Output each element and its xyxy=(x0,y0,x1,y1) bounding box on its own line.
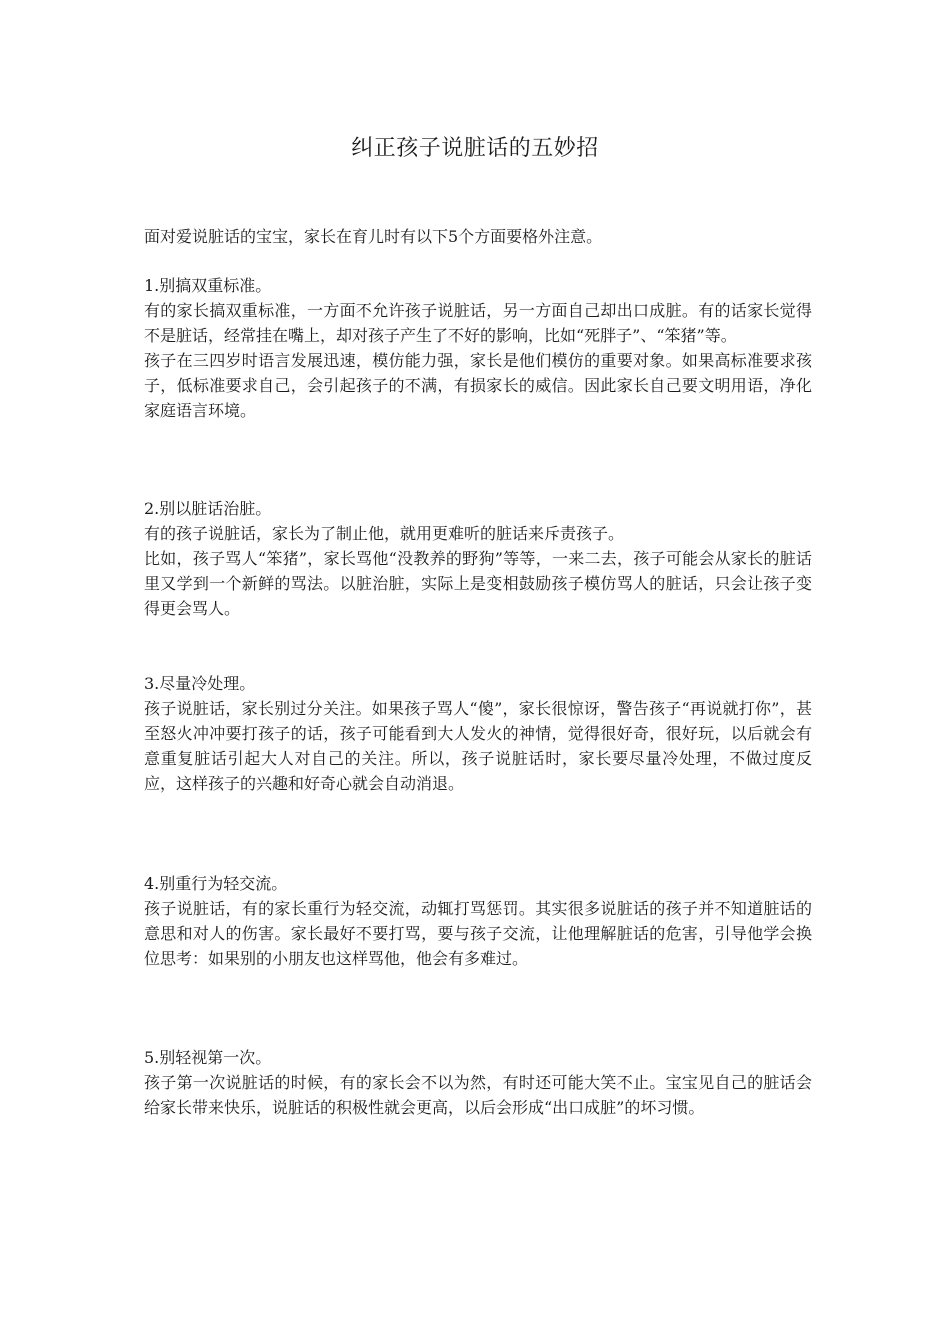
section-2-paragraph-2: 比如，孩子骂人“笨猪”，家长骂他“没教养的野狗”等等，一来二去，孩子可能会从家长的脏话里又学到一个新鲜的骂法。以脏治脏，实际上是变相鼓励孩子模仿骂人的脏话，只会让孩子变得更会骂人。 xyxy=(144,549,812,618)
section-1 xyxy=(144,273,812,423)
intro-text: 面对爱说脏话的宝宝，家长在育儿时有以下5个方面要格外注意。 xyxy=(144,227,603,246)
document-title: 纠正孩子说脏话的五妙招 xyxy=(351,136,599,161)
section-2-paragraph-1: 有的孩子说脏话，家长为了制止他，就用更难听的脏话来斥责孩子。 xyxy=(144,524,625,543)
section-4-heading: 4.别重行为轻交流。 xyxy=(144,874,288,893)
section-3-paragraph-1: 孩子说脏话，家长别过分关注。如果孩子骂人“傻”，家长很惊讶，警告孩子“再说就打你”，甚至怒火冲冲要打孩子的话，孩子可能看到大人发火的神情，觉得很好奇，很好玩，以后就会有意重复脏话引起大人对自己的关注。所以，孩子说脏话时，家长要尽量冷处理，不做过度反应，这样孩子的兴趣和好奇心就会自动消退。 xyxy=(144,699,812,793)
section-3 xyxy=(144,671,812,796)
section-1-heading: 1.别搞双重标准。 xyxy=(144,276,272,295)
section-5 xyxy=(144,1045,812,1120)
section-5-heading: 5.别轻视第一次。 xyxy=(144,1048,272,1067)
section-4 xyxy=(144,871,812,971)
intro-paragraph xyxy=(144,224,812,249)
section-1-paragraph-1: 有的家长搞双重标准，一方面不允许孩子说脏话，另一方面自己却出口成脏。有的话家长觉得不是脏话，经常挂在嘴上，却对孩子产生了不好的影响，比如“死胖子”、“笨猪”等。 xyxy=(144,301,812,345)
section-2 xyxy=(144,496,812,621)
section-2-heading: 2.别以脏话治脏。 xyxy=(144,499,272,518)
section-1-paragraph-2: 孩子在三四岁时语言发展迅速，模仿能力强，家长是他们模仿的重要对象。如果高标准要求孩子，低标准要求自己，会引起孩子的不满，有损家长的威信。因此家长自己要文明用语，净化家庭语言环境。 xyxy=(144,351,812,420)
section-3-heading: 3.尽量冷处理。 xyxy=(144,674,256,693)
section-4-paragraph-1: 孩子说脏话，有的家长重行为轻交流，动辄打骂惩罚。其实很多说脏话的孩子并不知道脏话的意思和对人的伤害。家长最好不要打骂，要与孩子交流，让他理解脏话的危害，引导他学会换位思考：如果别的小朋友也这样骂他，他会有多难过。 xyxy=(144,899,812,968)
section-5-paragraph-1: 孩子第一次说脏话的时候，有的家长会不以为然，有时还可能大笑不止。宝宝见自己的脏话会给家长带来快乐，说脏话的积极性就会更高，以后会形成“出口成脏”的坏习惯。 xyxy=(144,1073,812,1117)
